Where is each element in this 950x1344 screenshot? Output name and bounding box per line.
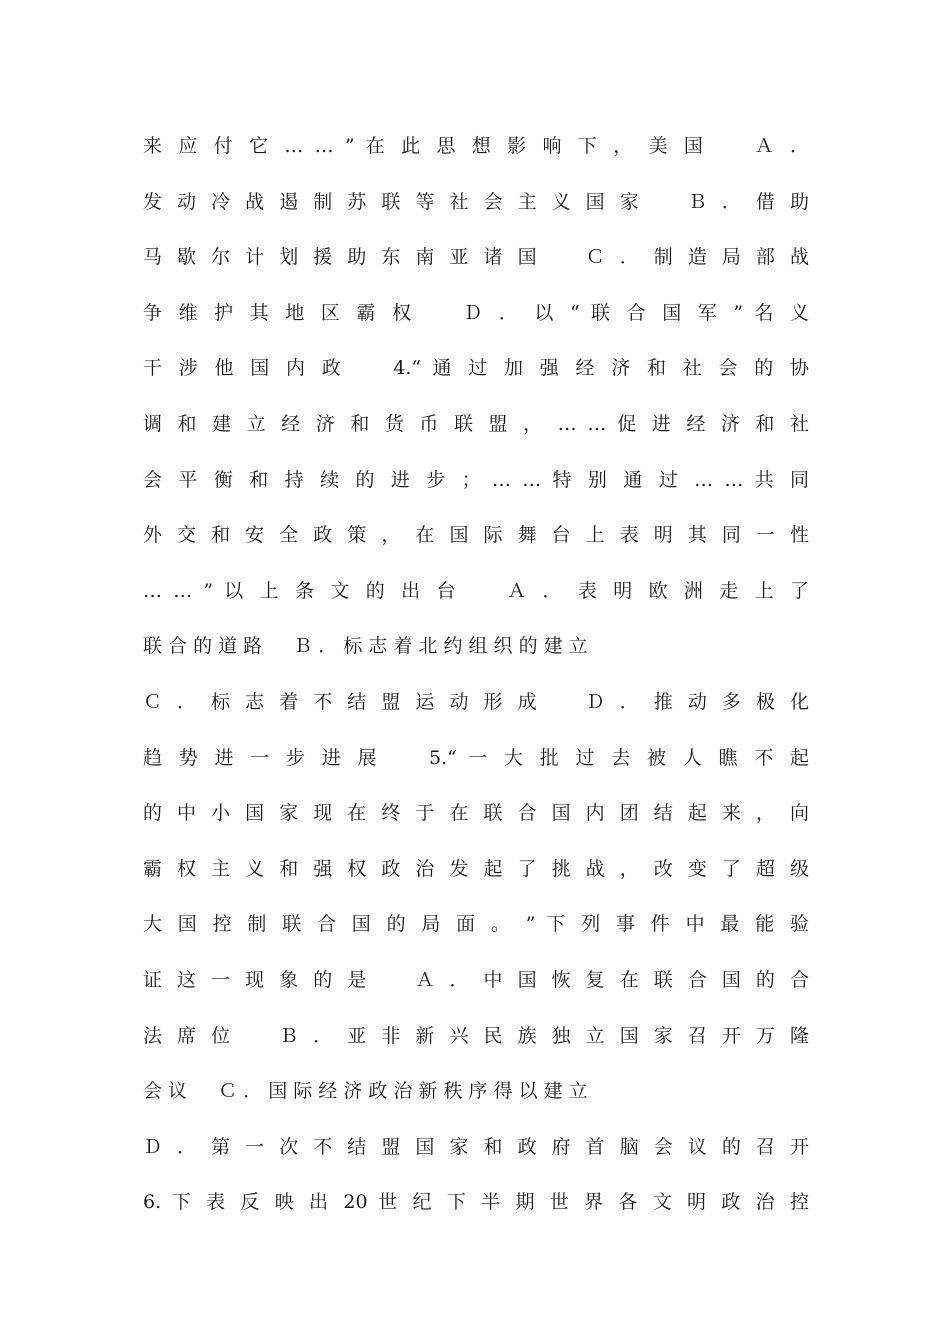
text-line: 6. 下 表 反 映 出 20 世 纪 下 半 期 世 界 各 文 明 政 治 控 xyxy=(143,1191,809,1214)
text-line: 联 合 的 道 路 Ｂ ． 标 志 着 北 约 组 织 的 建 立 xyxy=(143,635,588,658)
text-line: Ｃ ． 标 志 着 不 结 盟 运 动 形 成 Ｄ ． 推 动 多 极 化 xyxy=(143,690,809,713)
text-line: Ｄ ． 第 一 次 不 结 盟 国 家 和 政 府 首 脑 会 议 的 召 开 xyxy=(143,1135,809,1158)
text-line: 调 和 建 立 经 济 和 货 币 联 盟 ， … … 促 进 经 济 和 社 xyxy=(143,412,809,435)
text-line: 霸 权 主 义 和 强 权 政 治 发 起 了 挑 战 ， 改 变 了 超 级 xyxy=(143,857,809,880)
text-line: 的 中 小 国 家 现 在 终 于 在 联 合 国 内 团 结 起 来 ， 向 xyxy=(143,802,809,825)
text-line: 法 席 位 Ｂ ． 亚 非 新 兴 民 族 独 立 国 家 召 开 万 隆 xyxy=(143,1024,809,1047)
text-line: … … ” 以 上 条 文 的 出 台 Ａ ． 表 明 欧 洲 走 上 了 xyxy=(143,579,809,602)
text-line: 会 议 Ｃ ． 国 际 经 济 政 治 新 秩 序 得 以 建 立 xyxy=(143,1080,588,1103)
text-line: 外 交 和 安 全 政 策 ， 在 国 际 舞 台 上 表 明 其 同 一 性 xyxy=(143,524,809,547)
text-line: 证 这 一 现 象 的 是 Ａ ． 中 国 恢 复 在 联 合 国 的 合 xyxy=(143,968,809,991)
text-line: 发 动 冷 战 遏 制 苏 联 等 社 会 主 义 国 家 Ｂ ． 借 助 xyxy=(143,190,809,213)
text-line: 趋 势 进 一 步 进 展 5.“ 一 大 批 过 去 被 人 瞧 不 起 xyxy=(143,746,809,769)
text-line: 干 涉 他 国 内 政 4.“ 通 过 加 强 经 济 和 社 会 的 协 xyxy=(143,357,809,380)
text-line: 争 维 护 其 地 区 霸 权 Ｄ ． 以 “ 联 合 国 军 ” 名 义 xyxy=(143,301,809,324)
body-text xyxy=(143,128,809,1240)
text-line: 来 应 付 它 … … ” 在 此 思 想 影 响 下 ， 美 国 Ａ ． xyxy=(143,135,809,157)
text-line: 会 平 衡 和 持 续 的 进 步 ； … … 特 别 通 过 … … 共 同 xyxy=(143,468,809,491)
text-line: 马 歇 尔 计 划 援 助 东 南 亚 诸 国 Ｃ ． 制 造 局 部 战 xyxy=(143,246,809,269)
text-line: 大 国 控 制 联 合 国 的 局 面 。 ” 下 列 事 件 中 最 能 验 xyxy=(143,913,809,936)
